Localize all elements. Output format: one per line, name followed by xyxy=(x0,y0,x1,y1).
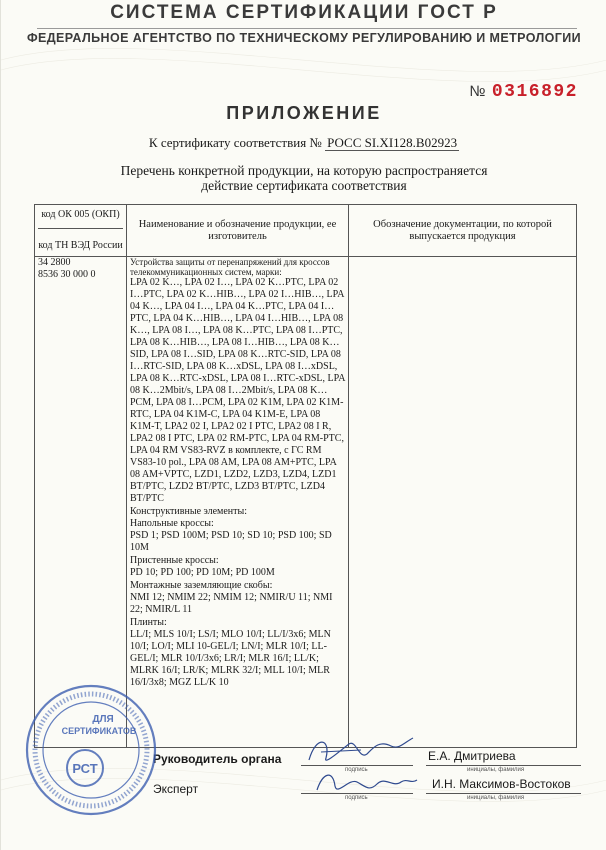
list-title xyxy=(1,163,606,193)
head-signature-line xyxy=(301,765,413,766)
number-sign: № xyxy=(469,83,486,100)
table-row xyxy=(35,257,577,748)
expert-signature-line xyxy=(301,793,413,794)
docs-cell xyxy=(349,257,577,748)
form-number-value: 0316892 xyxy=(491,82,578,102)
head-name: Е.А. Дмитриева xyxy=(428,749,516,763)
list-title-line1: Перечень конкретной продукции, на которую распространяется xyxy=(120,163,488,178)
expert-name: И.Н. Максимов-Востоков xyxy=(432,777,571,791)
head-name-caption: инициалы, фамилия xyxy=(467,767,525,773)
svg-text:СЕРТИФИКАТОВ: СЕРТИФИКАТОВ xyxy=(61,726,137,736)
reference-text: К сертификату соответствия № xyxy=(148,135,322,150)
tnved-value: 8536 30 000 0 xyxy=(38,269,96,280)
list-title-line2: действие сертификата соответствия xyxy=(201,178,407,193)
expert-name-caption: инициалы, фамилия xyxy=(467,795,525,801)
codes-cell xyxy=(35,257,127,748)
expert-name-line xyxy=(426,793,581,794)
header-divider xyxy=(37,28,577,29)
annex-title: ПРИЛОЖЕНИЕ xyxy=(226,103,382,123)
model-list: LPA 02 K…, LPA 02 I…, LPA 02 K…PTC, LPA 02 I…PTC, LPA 02 K…HIB…, LPA 02 I…HIB…, LPA 04 K…, LPA 04 I…, LPA 04 K…PTC, LPA 04 I…PTC, LPA 04 K…HIB…, LPA 04 I…HIB…, LPA 08 K…, LPA 08 I…, LPA 08 K…PTC, LPA 08 I…PTC, LPA 08 K…HIB…, LPA 08 I…HIB…, LPA 08 K…SID, LPA 08 I…SID, LPA 08 K…RTC-SID, LPA 08 I…RTC-SID, LPA 08 K…xDSL, LPA 08 I…xDSL, LPA 08 K…RTC-xDSL, LPA 08 I…RTC-xDSL, LPA 08 K…2Mbit/s, LPA 08 I…2Mbit/s, LPA 08 K…PCM, LPA 08 I…PCM, LPA 02 K1M, LPA 02 K1M-RTC, LPA 04 K1M-C, LPA 04 K1M-E, LPA 08 K1M-T, LPA2 02 I, LPA2 02 I PTC, LPA2 08 I R, LPA2 08 I PTC, LPA 02 RM-PTC, LPA 04 RM-PTC, LPA 04 RM VS83-RVZ в комплекте, с ГС RM VS83-10 pol., LPA 08 AM, LPA 08 AM+PTC, LPA 08 AM+VPTC, LZD1, LZD2, LZD3, LZD4, LZD1 BT/PTC, LZD2 BT/PTC, LZD3 BT/PTC, LZD4 BT/PTC xyxy=(130,277,345,504)
okp-code-header: код ОК 005 (ОКП) xyxy=(38,205,123,229)
wall-items: PD 10; PD 100; PD 10M; PD 100M xyxy=(130,567,275,578)
okp-value: 34 2800 xyxy=(38,257,71,268)
form-number xyxy=(469,82,578,102)
docs-column-header: Обозначение документации, по которой выпускается продукция xyxy=(349,205,577,257)
agency-title: ФЕДЕРАЛЬНОЕ АГЕНТСТВО ПО ТЕХНИЧЕСКОМУ РЕГУЛИРОВАНИЮ И МЕТРОЛОГИИ xyxy=(26,31,582,45)
head-label: Руководитель органа xyxy=(153,752,282,766)
code-header-cell xyxy=(35,205,127,257)
product-intro: Устройства защиты от перенапряжений для кроссов телекоммуникационных систем, марки: xyxy=(130,257,330,277)
floor-label: Напольные кроссы: xyxy=(130,518,214,529)
floor-items: PSD 1; PSD 100M; PSD 10; SD 10; PSD 100; SD 10M xyxy=(130,530,332,553)
bracket-label: Монтажные заземляющие скобы: xyxy=(130,580,273,591)
wall-label: Пристенные кроссы: xyxy=(130,555,219,566)
product-list xyxy=(130,277,345,689)
bracket-items: NMI 12; NMIM 22; NMIM 12; NMIR/U 11; NMI 22; NMIR/L 11 xyxy=(130,592,333,615)
head-sign-caption: подпись xyxy=(345,767,368,773)
certificate-reference xyxy=(1,135,606,151)
plates-items: LL/I; MLS 10/I; LS/I; MLO 10/I; LL/I/3x6; MLN 10/I; LO/I; MLI 10-GEL/I; LN/I; MLR 10/I; LL-GEL/I; MLR 10/I/3x6; LR/I; MLR 16/I; LL/K; MLRK 16/I; LR/K; MLRK 32/I; MLL 10/I; MLR 16/I/3x8; MGZ LL/K 10 xyxy=(130,629,331,688)
plates-label: Плинты: xyxy=(130,617,167,628)
table-header-row xyxy=(35,205,577,257)
svg-text:РСТ: РСТ xyxy=(72,761,98,776)
construct-label: Конструктивные элементы: xyxy=(130,506,248,517)
description-cell xyxy=(127,257,349,748)
certification-stamp xyxy=(21,680,161,820)
products-table xyxy=(34,204,577,748)
certificate-number: РОСС SI.ХI128.В02923 xyxy=(327,135,458,150)
expert-sign-caption: подпись xyxy=(345,795,368,801)
name-column-header: Наименование и обозначение продукции, ее изготовитель xyxy=(127,205,349,257)
svg-text:ДЛЯ: ДЛЯ xyxy=(92,714,114,725)
head-name-line xyxy=(426,765,581,766)
tnved-code-header: код ТН ВЭД России xyxy=(38,240,123,251)
system-title: СИСТЕМА СЕРТИФИКАЦИИ ГОСТ Р xyxy=(110,2,498,23)
expert-label: Эксперт xyxy=(153,782,199,796)
